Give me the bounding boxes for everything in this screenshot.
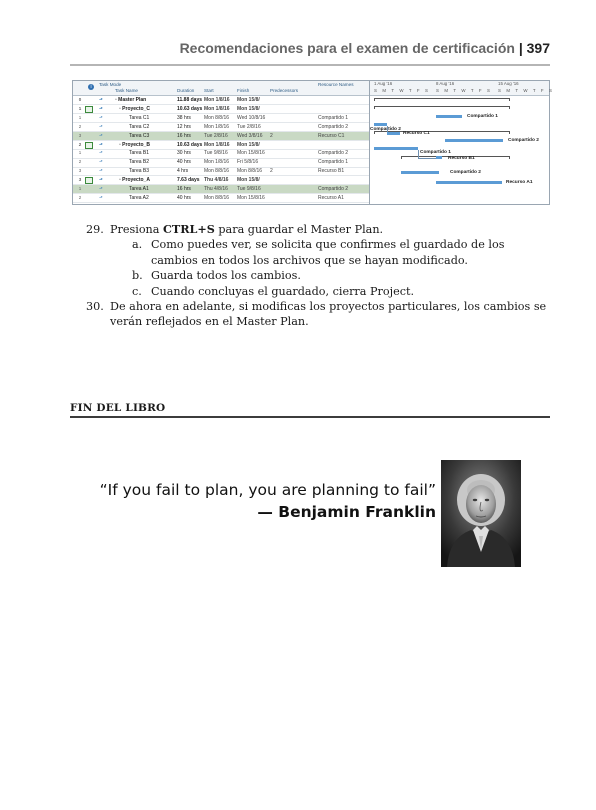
bar-tarea-c1 — [436, 115, 462, 118]
task-duration: 16 hrs — [177, 132, 191, 139]
task-mode-icon: ⬏ — [99, 194, 103, 200]
task-start: Mon 8/8/16 — [204, 114, 230, 121]
timescale-days-1: S M T W T F S — [374, 88, 431, 93]
substep-text: Cuando concluyas el guardado, cierra Project. — [151, 284, 415, 298]
row-id: 3 — [78, 177, 82, 183]
summary-bar-proyecto-c — [374, 106, 510, 109]
task-finish: Mon 15/8/16 — [237, 194, 265, 201]
task-duration: 40 hrs — [177, 159, 191, 166]
task-name: ▫ Proyecto_A — [119, 177, 150, 184]
table-row[interactable] — [73, 194, 369, 203]
task-duration: 40 hrs — [177, 194, 191, 201]
task-resources: Compartido 1 — [318, 159, 349, 166]
step-29a — [132, 237, 551, 268]
task-resources: Compartido 1 — [318, 114, 349, 121]
col-predecessors: Predecessors — [270, 88, 299, 93]
task-duration: 30 hrs — [177, 150, 191, 157]
header-rule — [70, 64, 550, 66]
keyboard-shortcut: CTRL+S — [162, 222, 215, 236]
label-compartido-1-b: Compartido 1 — [420, 150, 451, 155]
bar-tarea-b3 — [436, 156, 442, 159]
row-id: 2 — [78, 141, 82, 147]
timescale-days-2: S M T W T F S — [436, 88, 493, 93]
task-finish: Mon 15/8/ — [237, 177, 260, 184]
col-task-mode: Task Mode — [99, 82, 122, 87]
timescale-week-1: 1 Aug '16 — [374, 81, 393, 86]
task-predecessors — [270, 149, 318, 157]
task-mode-icon: ⬏ — [99, 97, 103, 102]
col-duration: Duration — [177, 88, 195, 93]
task-predecessors — [270, 114, 318, 122]
task-start: Tue 2/8/16 — [204, 132, 228, 139]
table-row[interactable] — [73, 167, 369, 176]
substep-text: Guarda todos los cambios. — [151, 269, 301, 283]
task-resources: Compartido 2 — [318, 186, 349, 192]
label-compartido-2-c: Compartido 2 — [370, 127, 401, 132]
gantt-timescale — [370, 81, 555, 96]
col-resource-names: Resource Names — [318, 82, 354, 87]
task-predecessors — [270, 158, 318, 166]
task-duration: 10.63 days — [177, 141, 203, 148]
label-compartido-1-c: Compartido 1 — [467, 114, 498, 119]
task-name: Tarea A1 — [129, 186, 149, 192]
steps-list — [86, 222, 551, 330]
task-predecessors — [270, 194, 318, 202]
step-29b — [132, 268, 551, 283]
table-row[interactable] — [73, 141, 369, 150]
bar-tarea-c3 — [387, 132, 400, 135]
quote-text: “If you fail to plan, you are planning to fail” — [99, 481, 436, 499]
task-resources: Compartido 2 — [318, 123, 349, 130]
row-id: 1 — [78, 186, 82, 191]
label-recurso-c1: Recurso C1 — [403, 131, 430, 136]
step-29 — [86, 222, 551, 237]
substep-letter: a. — [132, 238, 143, 252]
task-name: Tarea C3 — [129, 132, 150, 139]
row-id: 1 — [78, 105, 82, 111]
task-finish: Mon 8/8/16 — [237, 168, 263, 175]
task-mode-icon: ⬏ — [99, 132, 103, 138]
project-screenshot — [72, 80, 555, 205]
step-number: 30. — [86, 300, 104, 314]
task-finish: Mon 15/8/ — [237, 141, 260, 148]
task-duration: 10.63 days — [177, 105, 203, 112]
task-duration: 38 hrs — [177, 114, 191, 121]
task-mode-icon: ⬏ — [99, 159, 103, 165]
task-name: Tarea B3 — [129, 168, 150, 175]
benjamin-franklin-portrait-image — [441, 460, 521, 567]
task-name: Tarea B1 — [129, 150, 150, 157]
col-start: Start — [204, 88, 214, 93]
step-text: para guardar el Master Plan. — [214, 223, 384, 236]
task-resources: Recurso A1 — [318, 194, 344, 201]
task-predecessors — [270, 185, 318, 193]
task-name: ▫ Master Plan — [115, 97, 147, 103]
row-id: 1 — [78, 150, 82, 156]
link-b2-b3-h — [418, 158, 436, 159]
task-start: Mon 1/8/16 — [204, 141, 230, 148]
task-mode-icon: ⬏ — [99, 150, 103, 156]
task-predecessors — [270, 123, 318, 131]
label-compartido-2-a: Compartido 2 — [450, 170, 481, 175]
task-duration: 16 hrs — [177, 186, 191, 192]
task-predecessors — [270, 105, 318, 113]
task-mode-icon: ⬏ — [99, 177, 103, 183]
task-predecessors — [270, 96, 318, 104]
task-name: ▫ Proyecto_C — [119, 105, 150, 112]
task-finish: Wed 10/8/16 — [237, 114, 266, 121]
substep-letter: c. — [132, 284, 142, 298]
task-predecessors: 2 — [270, 168, 273, 175]
substep-letter: b. — [132, 269, 143, 283]
step-number: 29. — [86, 223, 104, 236]
table-row[interactable] — [73, 158, 369, 167]
task-finish: Mon 15/8/16 — [237, 150, 265, 157]
task-mode-icon: ⬏ — [99, 168, 103, 174]
col-task-name: Task Name — [115, 88, 138, 93]
step-30 — [86, 299, 551, 330]
timescale-week-2: 8 Aug '16 — [436, 81, 455, 86]
task-resources: Recurso B1 — [318, 168, 345, 175]
task-start: Mon 1/8/16 — [204, 97, 230, 103]
timescale-days-3: S M T W T F S — [498, 88, 555, 93]
task-grid — [73, 81, 370, 204]
task-name: ▫ Proyecto_B — [119, 141, 150, 148]
task-finish: Wed 3/8/16 — [237, 132, 263, 139]
subproject-indicator-icon — [85, 141, 97, 149]
task-mode-icon: ⬏ — [99, 105, 103, 111]
info-column-icon: i — [87, 81, 97, 95]
task-mode-icon: ⬏ — [99, 123, 103, 129]
task-name: Tarea C2 — [129, 123, 150, 130]
task-predecessors — [270, 141, 318, 149]
row-id: 2 — [78, 159, 82, 165]
row-id: 1 — [78, 114, 82, 120]
label-compartido-2-b: Compartido 2 — [508, 138, 539, 143]
table-row[interactable] — [73, 123, 369, 132]
link-c2-c3 — [387, 126, 388, 132]
task-mode-icon: ⬏ — [99, 186, 103, 191]
bar-tarea-b2 — [374, 147, 418, 150]
section-rule — [70, 416, 550, 418]
task-start: Thu 4/8/16 — [204, 186, 228, 192]
row-id: 3 — [78, 168, 82, 174]
row-id: 2 — [78, 194, 82, 200]
row-id: 0 — [78, 97, 82, 102]
bar-tarea-b1 — [445, 139, 503, 142]
row-id: 2 — [78, 123, 82, 129]
step-29c — [132, 284, 551, 299]
page-number: 397 — [526, 40, 550, 56]
link-b2-b3 — [418, 150, 419, 158]
quote-author: — Benjamin Franklin — [257, 503, 436, 521]
task-start: Mon 1/8/16 — [204, 159, 230, 166]
task-start: Mon 1/8/16 — [204, 123, 230, 130]
task-resources — [318, 105, 368, 113]
step-text: De ahora en adelante, si modificas los proyectos particulares, los cambios se verán reflejados en el Master Plan. — [110, 300, 547, 329]
subproject-indicator-icon — [85, 176, 97, 184]
table-row[interactable] — [73, 132, 369, 141]
task-name: Tarea C1 — [129, 114, 150, 121]
label-recurso-a1: Recurso A1 — [506, 180, 533, 185]
task-finish: Mon 15/8/ — [237, 97, 260, 103]
header-separator: | — [518, 40, 523, 56]
bar-tarea-a2 — [436, 181, 502, 184]
task-mode-icon: ⬏ — [99, 114, 103, 120]
task-finish: Fri 5/8/16 — [237, 159, 259, 166]
task-finish: Tue 9/8/16 — [237, 186, 261, 192]
task-start: Tue 9/8/16 — [204, 150, 228, 157]
header-title: Recomendaciones para el examen de certificación — [179, 40, 515, 56]
label-recurso-b1: Recurso B1 — [448, 156, 475, 161]
timescale-week-3: 15 Aug '16 — [498, 81, 519, 86]
task-start: Mon 8/8/16 — [204, 168, 230, 175]
task-start: Mon 1/8/16 — [204, 105, 230, 112]
running-header — [70, 40, 550, 66]
task-name: Tarea A2 — [129, 194, 149, 201]
bar-tarea-c2 — [374, 123, 387, 126]
task-start: Mon 8/8/16 — [204, 194, 230, 201]
task-duration: 11.88 days — [177, 97, 203, 103]
step-text: Presiona — [110, 223, 163, 236]
summary-bar-master — [374, 98, 510, 101]
subproject-indicator-icon — [85, 105, 97, 113]
task-resources — [318, 96, 368, 104]
table-row[interactable] — [73, 96, 369, 105]
table-row[interactable] — [73, 176, 369, 185]
task-mode-icon: ⬏ — [99, 141, 103, 147]
task-resources: Recurso C1 — [318, 132, 345, 139]
task-resources — [318, 176, 368, 184]
task-resources: Compartido 2 — [318, 150, 349, 157]
task-finish: Mon 15/8/ — [237, 105, 260, 112]
task-predecessors: 2 — [270, 132, 273, 139]
row-id: 3 — [78, 132, 82, 138]
table-row[interactable] — [73, 185, 369, 194]
col-finish: Finish — [237, 88, 250, 93]
task-resources — [318, 141, 368, 149]
gantt-chart — [370, 81, 555, 204]
bar-tarea-a1 — [401, 171, 439, 174]
table-row[interactable] — [73, 105, 369, 114]
task-duration: 4 hrs — [177, 168, 189, 175]
section-title: FIN DEL LIBRO — [70, 402, 166, 414]
task-duration: 12 hrs — [177, 123, 191, 130]
task-duration: 7.63 days — [177, 177, 200, 184]
task-finish: Tue 2/8/16 — [237, 123, 261, 130]
grid-header — [73, 81, 369, 96]
table-row[interactable] — [73, 114, 369, 123]
table-row[interactable] — [73, 149, 369, 158]
substep-text: Como puedes ver, se solicita que confirmes el guardado de los cambios en todos los archivos que se hayan modificado. — [151, 238, 505, 267]
task-name: Tarea B2 — [129, 159, 150, 166]
task-start: Thu 4/8/16 — [204, 177, 229, 184]
task-predecessors — [270, 176, 318, 184]
